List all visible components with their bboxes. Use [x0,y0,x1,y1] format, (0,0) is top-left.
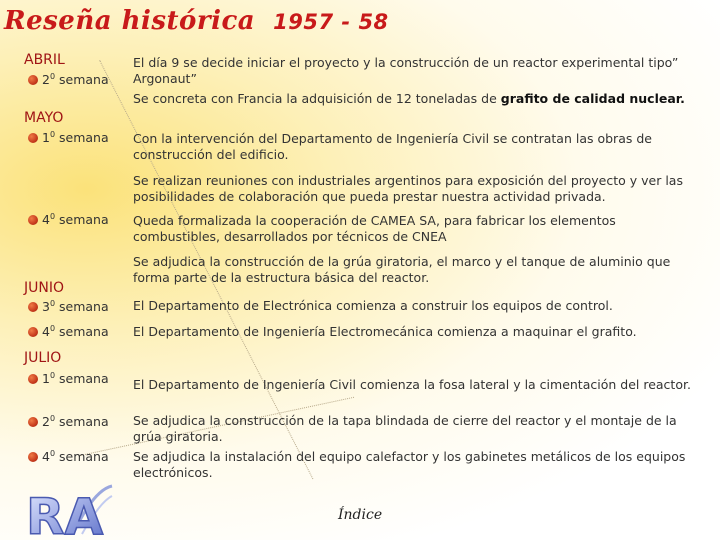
entry-text: Se realizan reuniones con industriales argentinos para exposición del proyecto y ver las posibilidades de colaboración que pueda prestar nuestra actividad privada. [133,173,683,204]
title-year: 1957 - 58 [273,10,389,34]
page-title [4,6,389,36]
bullet-icon [28,452,38,462]
entry-text: El Departamento de Electrónica comienza a construir los equipos de control. [133,298,613,313]
bullet-icon [28,327,38,337]
entry-text: Con la intervención del Departamento de Ingeniería Civil se contratan las obras de construcción del edificio. [133,131,652,162]
entry-text: El día 9 se decide iniciar el proyecto y la construcción de un reactor experimental tipo” Argonaut” [133,55,679,86]
title-text: Reseña histórica [4,6,256,36]
entry-text: Se adjudica la construcción de la grúa giratoria, el marco y el tanque de aluminio que forma parte de la estructura básica del reactor. [133,254,671,285]
index-link[interactable]: Índice [338,507,383,523]
week-item: $1^0$ semana [28,371,109,386]
entry-text: El Departamento de Ingeniería Civil comienza la fosa lateral y la cimentación del reactor. [133,377,691,392]
entry-text: Queda formalizada la cooperación de CAMEA SA, para fabricar los elementos combustibles, desarrollados por técnicos de CNEA [133,213,616,244]
bullet-icon [28,417,38,427]
ra-logo-icon [4,482,114,538]
entry-text: Se adjudica la instalación del equipo calefactor y los gabinetes metálicos de los equipos electrónicos. [133,449,686,480]
month-junio: JUNIO [24,280,64,296]
entry-text: Se concreta con Francia la adquisición de 12 toneladas de grafito de calidad nuclear. [133,91,685,106]
week-item: $4^0$ semana [28,212,109,227]
bullet-icon [28,75,38,85]
week-item: $2^0$ semana [28,414,109,429]
week-item: $2^0$ semana [28,72,109,87]
week-item: $4^0$ semana [28,324,109,339]
entry-text: El Departamento de Ingeniería Electromecánica comienza a maquinar el grafito. [133,324,637,339]
month-abril: ABRIL [24,52,65,68]
month-julio: JULIO [24,350,62,366]
bullet-icon [28,133,38,143]
week-item: $1^0$ semana [28,130,109,145]
svg-text:RA: RA [26,488,104,538]
week-item: $3^0$ semana [28,299,109,314]
bullet-icon [28,302,38,312]
entry-text: Se adjudica la construcción de la tapa blindada de cierre del reactor y el montaje de la grúa giratoria. [133,413,677,444]
month-mayo: MAYO [24,110,64,126]
bullet-icon [28,374,38,384]
week-item: $4^0$ semana [28,449,109,464]
entry-bold: grafito de calidad nuclear. [500,91,685,106]
bullet-icon [28,215,38,225]
